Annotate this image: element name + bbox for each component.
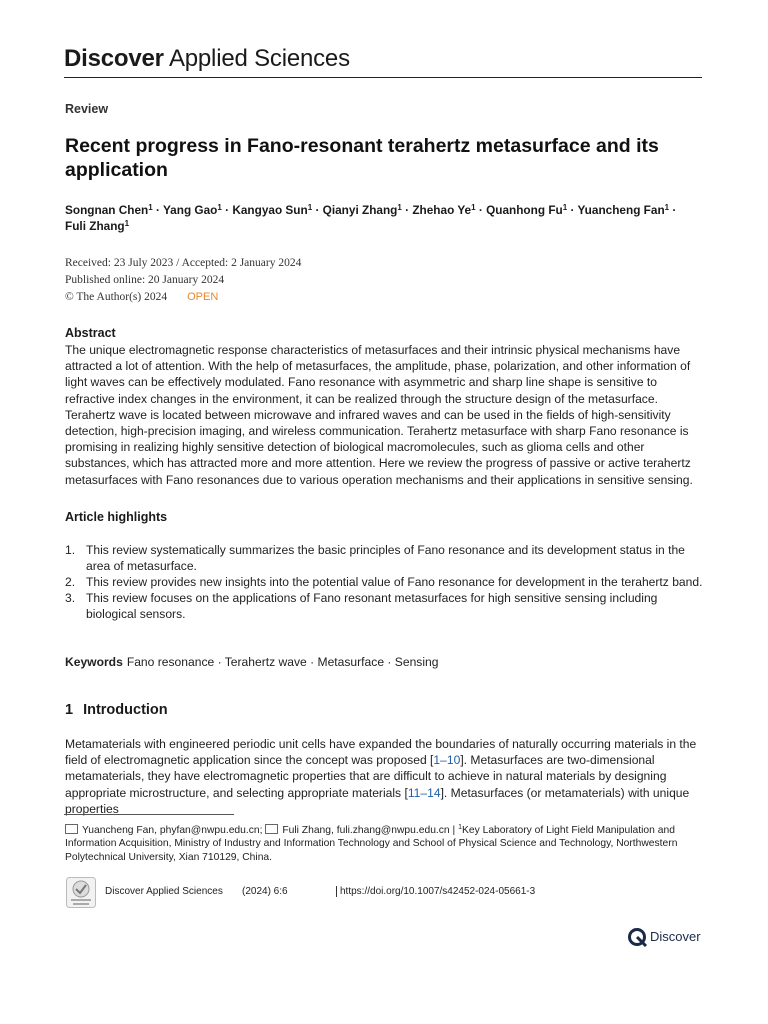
discover-logo-text: Discover (650, 929, 701, 944)
affiliation-number: 1 (458, 824, 462, 831)
affiliation-text: Key Laboratory of Light Field Manipulation and Information Acquisition, Ministry of Industry and Information Technology and School of Physical Science and Technology, Northwestern Polytechnical University, Xian 710129, China. (65, 825, 678, 863)
author-affiliation: 1 (562, 203, 568, 212)
footer-doi (336, 886, 535, 897)
received-accepted: Received: 23 July 2023 / Accepted: 2 January 2024 (65, 257, 302, 269)
check-for-updates-icon[interactable] (66, 877, 96, 908)
author-name[interactable]: Yang Gao (162, 203, 218, 217)
author-affiliation: 1 (664, 203, 670, 212)
journal-title (64, 44, 350, 74)
author-name[interactable]: Qianyi Zhang (322, 203, 398, 217)
section-heading (65, 702, 168, 718)
list-number: 3. (65, 591, 76, 605)
intro-text: Metamaterials with engineered periodic unit cells have expanded the boundaries of naturally occurring materials in the field of electromagnetic application since the concept was proposed [ (65, 737, 697, 768)
article-dates (65, 255, 301, 306)
footer-volume: (2024) 6:6 (242, 886, 288, 897)
corresponding-author[interactable]: Yuancheng Fan, phyfan@nwpu.edu.cn; (82, 825, 263, 836)
highlights-heading: Article highlights (65, 510, 168, 524)
keywords-text: Fano resonance · Terahertz wave · Metasurface · Sensing (126, 655, 439, 669)
author-list: Songnan Chen$^1$ · Yang Gao$^1$ · Kangyao Sun$^1$ · Qianyi Zhang$^1$ · Zhehao $Ye^1$ · Quanhong $Fu^1$ · Yuancheng Fan$^1$ · Fuli Zhang$^1$ (65, 203, 677, 233)
discover-logo-icon (628, 927, 648, 947)
author-affiliation: 1 (397, 203, 402, 212)
author-affiliation: 1 (307, 203, 313, 212)
author-affiliation: 1 (471, 203, 476, 212)
header-rule (64, 77, 702, 78)
list-text: This review systematically summarizes the basic principles of Fano resonance and its development status in the area of metasurface. (86, 543, 685, 573)
list-number: 2. (65, 575, 76, 589)
open-access-badge: OPEN (187, 291, 219, 303)
footer-journal: Discover Applied Sciences (105, 886, 223, 897)
footnote-rule (64, 814, 234, 815)
introduction-text (65, 736, 703, 817)
list-text: This review focuses on the applications of Fano resonant metasurfaces for high sensitive sensing including biological sensors. (86, 591, 658, 621)
copyright-line (65, 289, 301, 306)
list-text: This review provides new insights into the potential value of Fano resonance for development in the terahertz band. (86, 575, 703, 589)
journal-subtitle: Applied Sciences (168, 45, 350, 72)
author-name[interactable]: Fuli Zhang (65, 219, 125, 233)
envelope-icon (65, 824, 78, 834)
abstract-heading: Abstract (65, 326, 116, 340)
list-item (65, 590, 703, 622)
list-item (65, 574, 703, 590)
author-affiliation: 1 (217, 203, 222, 212)
author-affiliation: 1 (124, 219, 130, 228)
highlights-list (65, 542, 703, 622)
citation-link[interactable]: 1–10 (433, 753, 461, 768)
journal-brand: Discover (64, 45, 164, 72)
corresponding-author[interactable]: Fuli Zhang, fuli.zhang@nwpu.edu.cn | (282, 825, 456, 836)
keywords-label: Keywords (65, 655, 123, 669)
copyright: © The Author(s) 2024 (65, 291, 168, 303)
section-title: Introduction (83, 702, 168, 718)
author-name[interactable]: Kangyao Sun (232, 203, 308, 217)
list-item (65, 542, 703, 574)
intro-text: ]. Metasurfaces (or metamaterials) with unique properties (65, 785, 690, 816)
abstract-text: The unique electromagnetic response characteristics of metasurfaces and their intrinsic physical mechanisms have attracted a lot of attention. With the help of metasurfaces, the amplitude, phase, polarization, and other information of light waves can be effectively modulated. Fano resonance with asymmetric and sharp line shape is sensitive to refractive index changes in the environment, it can be realized through the structure design of the metasurface. Terahertz wave is located between microwave and infrared waves and can be used in the fields of high-sensitivity detection, high-precision imaging, and wireless communication. Terahertz metasurface with sharp Fano resonance is promising in realizing highly sensitive detection of biological macromolecules, such as glioma cells and other substances, which has attracted more and more attention. Here we review the progress of passive or active terahertz metasurfaces with Fano resonances due to various operation mechanisms and their applications in sensitive sensing. (65, 343, 693, 487)
keywords (65, 655, 439, 669)
author-name[interactable]: Yuancheng Fan (577, 203, 665, 217)
author-name[interactable]: Songnan Chen (65, 203, 149, 217)
published-date: Published online: 20 January 2024 (65, 274, 225, 286)
doi-link[interactable]: https://doi.org/10.1007/s42452-024-05661-3 (336, 886, 535, 897)
article-title: Recent progress in Fano-resonant terahertz metasurface and its application (65, 135, 659, 181)
author-affiliation: 1 (148, 203, 153, 212)
list-number: 1. (65, 543, 76, 557)
author-name[interactable]: Zhehao Ye (412, 203, 472, 217)
discover-logo (628, 927, 704, 947)
section-number: 1 (65, 702, 74, 718)
author-name[interactable]: Quanhong Fu (486, 203, 563, 217)
article-type: Review (65, 102, 109, 116)
citation-link[interactable]: 11–14 (407, 785, 441, 800)
intro-text: ]. Metasurfaces are two-dimensional metamaterials, they have electromagnetic properties that are difficult to achieve in natural materials by designing appropriate microstructure, and selecting appropriate materials [ (65, 753, 667, 800)
correspondence-footnote (65, 823, 705, 864)
envelope-icon (265, 824, 278, 834)
